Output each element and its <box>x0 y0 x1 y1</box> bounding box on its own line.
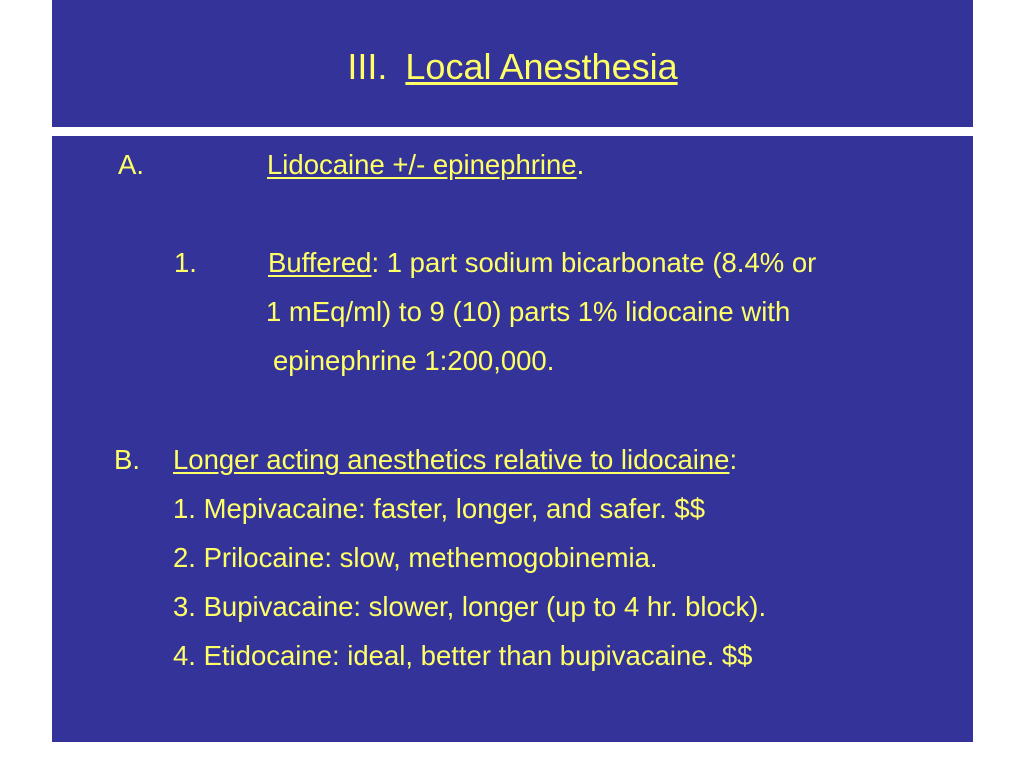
section-a-heading-text: Lidocaine +/- epinephrine <box>267 149 577 180</box>
section-a-heading-suffix: . <box>576 149 585 180</box>
title-number: III. <box>347 46 388 87</box>
content-panel <box>52 136 973 742</box>
title-panel <box>52 0 973 127</box>
section-b-heading-suffix: : <box>729 444 738 475</box>
item-a1-line1 <box>268 246 816 280</box>
list-item: 4. Etidocaine: ideal, better than bupivacaine. $$ <box>173 640 753 671</box>
section-b-marker: B. <box>114 444 140 475</box>
item-a1-line2: 1 mEq/ml) to 9 (10) parts 1% lidocaine with <box>266 296 791 327</box>
list-item: 3. Bupivacaine: slower, longer (up to 4 hr. block). <box>173 591 767 622</box>
item-a1-line3: epinephrine 1:200,000. <box>273 345 555 376</box>
item-a1-line1-rest: : 1 part sodium bicarbonate (8.4% or <box>371 247 817 278</box>
item-a1-number: 1. <box>174 247 197 278</box>
title-text: Local Anesthesia <box>405 46 678 87</box>
section-b-heading-text: Longer acting anesthetics relative to lidocaine <box>173 444 730 475</box>
slide-title <box>52 44 973 90</box>
item-a1-term: Buffered <box>268 247 372 278</box>
section-b-heading <box>173 443 737 477</box>
list-item: 2. Prilocaine: slow, methemogobinemia. <box>173 542 658 573</box>
list-item: 1. Mepivacaine: faster, longer, and safer. $$ <box>173 493 706 524</box>
section-a-marker: A. <box>118 149 144 180</box>
section-a-heading <box>267 148 584 182</box>
